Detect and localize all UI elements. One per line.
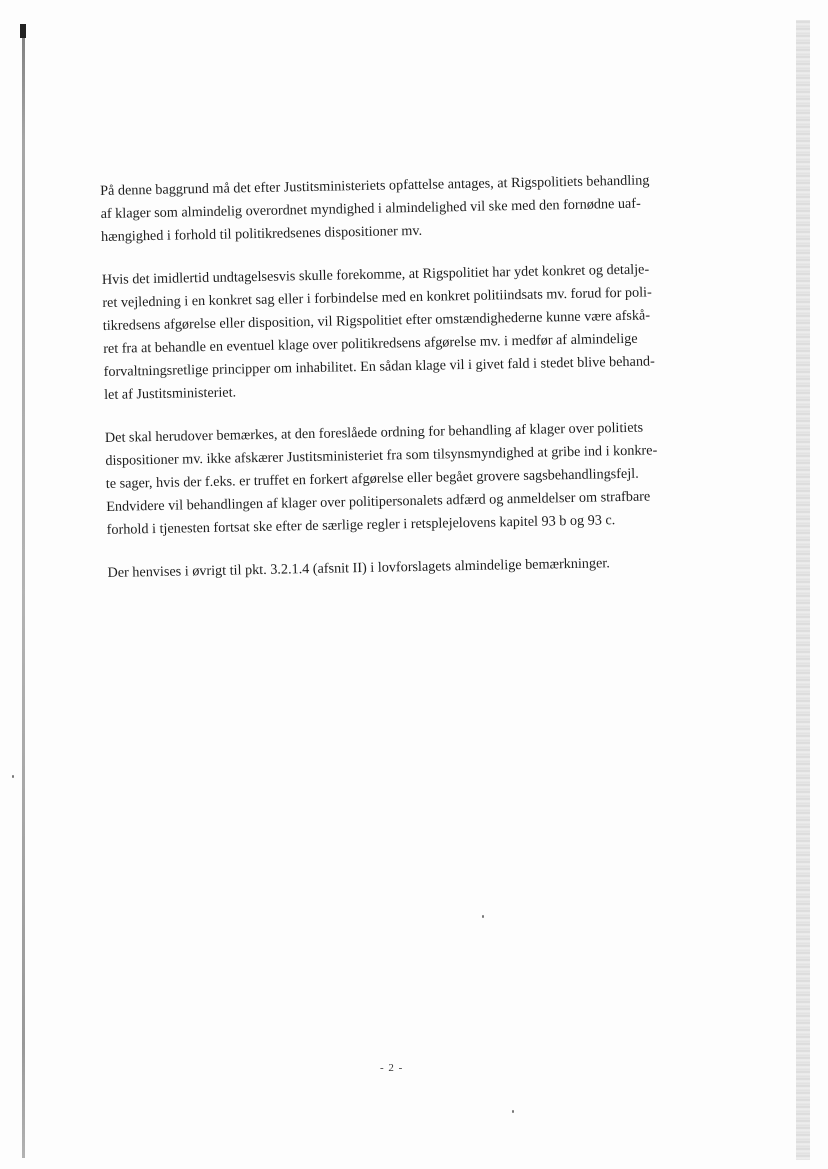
scan-speck [512, 1110, 514, 1113]
text-line: På denne baggrund må det efter Justitsministeriets opfattelse antages, at Rigspolitiets behandling [100, 172, 650, 199]
scan-left-edge [22, 28, 25, 1158]
paragraph-2 [102, 258, 680, 407]
text-line: ret fra at behandle en eventuel klage over politikredsens afgørelse mv. i medfør af almindelige [103, 330, 638, 357]
paragraph-3 [105, 416, 682, 542]
text-line: let af Justitsministeriet. [103, 384, 237, 403]
text-line: Endvidere vil behandlingen af klager over politipersonalets adfærd og anmeldelser om strafbare [106, 488, 651, 515]
paragraph-4 [107, 551, 682, 585]
page-number: - 2 - [380, 1062, 404, 1074]
body-text [100, 169, 683, 605]
text-line: forhold i tjenesten fortsat ske efter de særlige regler i retsplejelovens kapitel 93 b og 93 c. [106, 512, 616, 538]
scan-left-mark [20, 24, 26, 38]
scan-speck [12, 775, 14, 778]
text-line: dispositioner mv. ikke afskærer Justitsministeriet fra som tilsynsmyndighed at gribe ind i konkre- [105, 442, 658, 469]
scan-speck [482, 915, 484, 918]
scan-right-edge [796, 20, 810, 1160]
text-line: Der henvises i øvrigt til pkt. 3.2.1.4 (afsnit II) i lovforslagets almindelige bemærkninger. [107, 555, 610, 581]
text-line: te sager, hvis der f.eks. er truffet en forkert afgørelse eller begået grovere sagsbehandlingsfejl. [105, 465, 639, 492]
text-line: Det skal herudover bemærkes, at den foreslåede ordning for behandling af klager over politiets [104, 419, 644, 446]
text-line: tikredsens afgørelse eller disposition, vil Rigspolitiet efter omstændighederne kunne være afskå- [102, 307, 651, 334]
text-line: Hvis det imidlertid undtagelsesvis skulle forekomme, at Rigspolitiet har ydet konkret og detalje- [101, 261, 650, 288]
text-line: af klager som almindelig overordnet myndighed i almindelighed vil ske med den fornødne uaf- [100, 195, 641, 222]
text-line: forvaltningsretlige principper om inhabilitet. En sådan klage vil i givet fald i stedet blive behand- [103, 353, 655, 380]
paragraph-1 [100, 169, 676, 249]
text-line: ret vejledning i en konkret sag eller i forbindelse med en konkret politiindsats mv. forud for poli- [102, 284, 652, 311]
text-line: hængighed i forhold til politikredsenes dispositioner mv. [100, 222, 423, 245]
